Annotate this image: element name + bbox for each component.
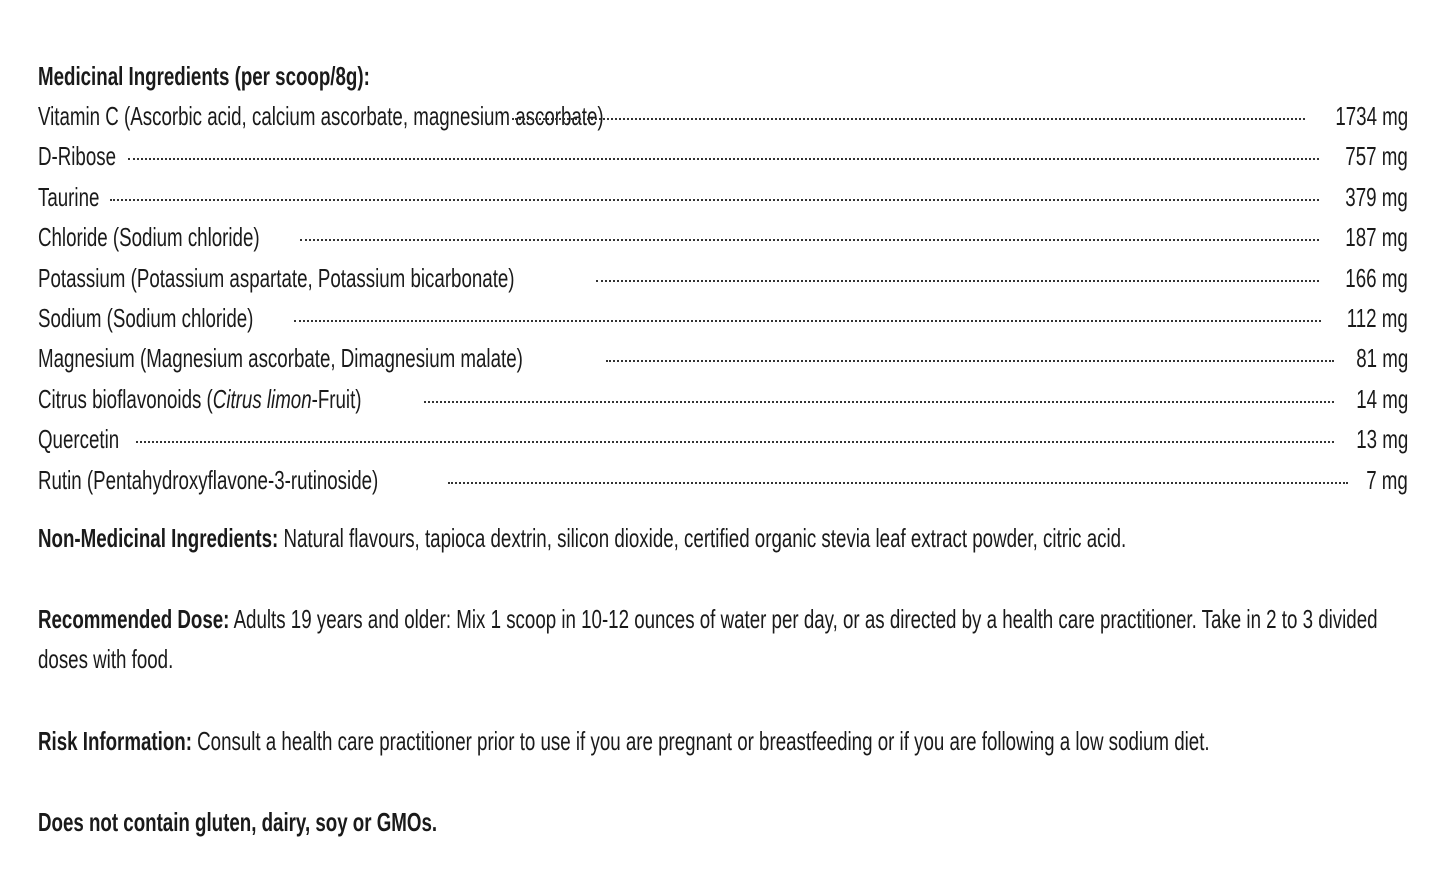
- risk-information-label: Risk Information:: [38, 726, 192, 756]
- botanical-name: Citrus limon: [212, 383, 312, 414]
- non-medicinal-text: Natural flavours, tapioca dextrin, silicon dioxide, certified organic stevia leaf extract powder, citric acid.: [278, 523, 1127, 553]
- dot-leader: [512, 116, 1305, 120]
- ingredient-row: [38, 96, 1408, 136]
- ingredient-name: Potassium (Potassium aspartate, Potassium bicarbonate): [38, 262, 515, 293]
- ingredient-row: [38, 258, 1408, 298]
- ingredient-amount: 166 mg: [1345, 262, 1408, 293]
- allergen-statement: Does not contain gluten, dairy, soy or GMOs.: [38, 807, 438, 837]
- dot-leader: [606, 358, 1334, 362]
- dot-leader: [136, 439, 1334, 443]
- ingredient-name: Vitamin C (Ascorbic acid, calcium ascorbate, magnesium ascorbate): [38, 101, 604, 131]
- ingredient-name: Quercetin: [38, 424, 120, 455]
- ingredient-row: [38, 136, 1408, 176]
- dot-leader: [294, 318, 1321, 322]
- ingredient-amount: 757 mg: [1345, 141, 1408, 172]
- risk-information: [38, 721, 1408, 761]
- ingredient-name: Taurine: [38, 181, 100, 212]
- ingredient-amount: 7 mg: [1366, 464, 1408, 495]
- ingredient-name: Chloride (Sodium chloride): [38, 222, 260, 253]
- ingredient-row: [38, 379, 1408, 419]
- ingredient-amount: 379 mg: [1345, 181, 1408, 212]
- ingredient-name: Sodium (Sodium chloride): [38, 302, 254, 333]
- recommended-dose: [38, 599, 1408, 679]
- ingredient-amount: 112 mg: [1346, 302, 1408, 333]
- dot-leader: [300, 237, 1319, 241]
- ingredient-row: [38, 217, 1408, 257]
- dot-leader: [110, 197, 1319, 201]
- ingredient-amount: 1734 mg: [1335, 101, 1408, 131]
- ingredient-row: [38, 298, 1408, 338]
- ingredient-row: [38, 460, 1408, 500]
- ingredient-row: [38, 177, 1408, 217]
- non-medicinal-label: Non-Medicinal Ingredients:: [38, 523, 279, 553]
- recommended-dose-text: Adults 19 years and older: Mix 1 scoop in 10-12 ounces of water per day, or as directed by a health care practitioner. Take in 2 to 3 divided doses with food.: [38, 604, 1378, 674]
- ingredient-amount: 187 mg: [1345, 222, 1408, 253]
- ingredient-row: [38, 419, 1408, 459]
- ingredient-name: Citrus bioflavonoids (Citrus limon-Fruit): [38, 383, 362, 414]
- supplement-label: [38, 56, 1408, 837]
- ingredient-name: Magnesium (Magnesium ascorbate, Dimagnesium malate): [38, 343, 523, 374]
- dot-leader: [448, 480, 1348, 484]
- ingredient-amount: 81 mg: [1355, 343, 1408, 374]
- recommended-dose-label: Recommended Dose:: [38, 604, 230, 634]
- ingredient-amount: 13 mg: [1355, 424, 1408, 455]
- ingredient-row: [38, 338, 1408, 378]
- non-medicinal-ingredients: [38, 518, 1408, 558]
- risk-information-text: Consult a health care practitioner prior to use if you are pregnant or breastfeeding or if you are following a low sodium diet.: [191, 726, 1210, 756]
- ingredient-amount: 14 mg: [1355, 383, 1408, 414]
- dot-leader: [128, 156, 1319, 160]
- medicinal-ingredients-heading: Medicinal Ingredients (per scoop/8g):: [38, 61, 370, 91]
- medicinal-ingredients-list: [38, 96, 1408, 500]
- dot-leader: [424, 399, 1334, 403]
- ingredient-name: D-Ribose: [38, 141, 117, 172]
- ingredient-name: Rutin (Pentahydroxyflavone-3-rutinoside): [38, 464, 379, 495]
- dot-leader: [596, 278, 1319, 282]
